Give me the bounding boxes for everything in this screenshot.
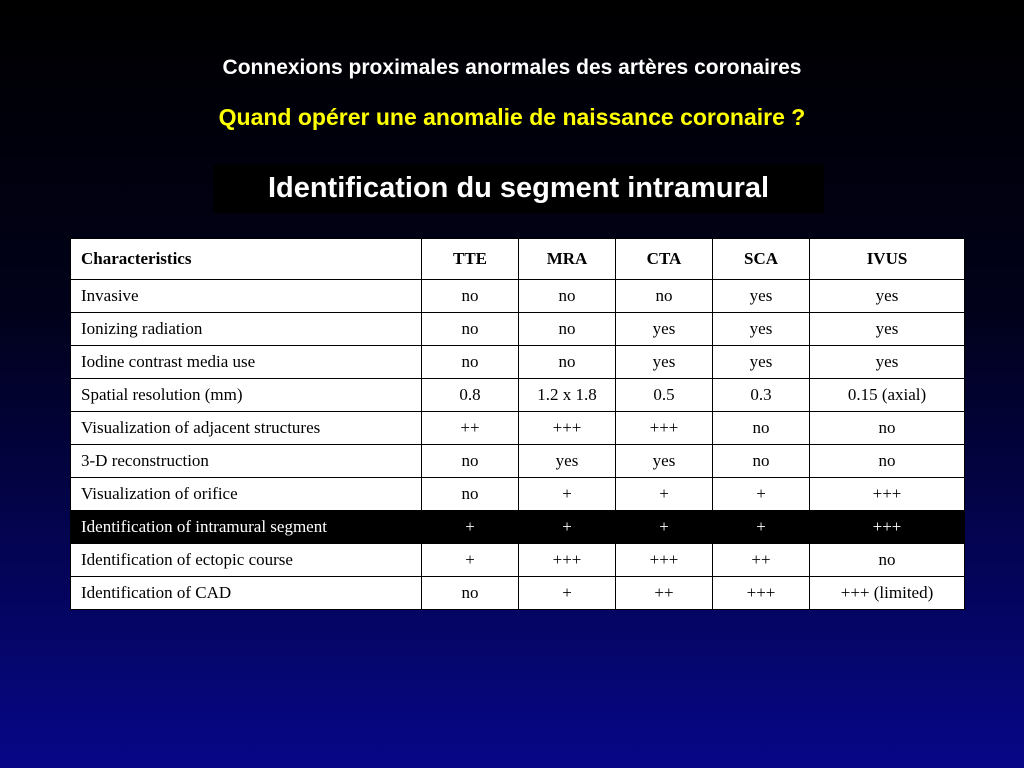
table-cell: + [519, 511, 616, 544]
row-label-cell: Invasive [71, 280, 422, 313]
table-cell: +++ [616, 544, 713, 577]
column-header-mra: MRA [519, 239, 616, 280]
table-cell: + [616, 511, 713, 544]
table-cell: +++ [519, 544, 616, 577]
table-cell: +++ [713, 577, 810, 610]
table-cell: yes [616, 445, 713, 478]
row-label-cell: Identification of CAD [71, 577, 422, 610]
table-cell: 0.8 [422, 379, 519, 412]
slide-title: Connexions proximales anormales des artères coronaires [222, 56, 802, 79]
table-cell: + [713, 511, 810, 544]
table-row [71, 280, 965, 313]
table-row [71, 379, 965, 412]
column-header-characteristics: Characteristics [71, 239, 422, 280]
table-cell: + [422, 511, 519, 544]
table-cell: +++ [519, 412, 616, 445]
column-header-sca: SCA [713, 239, 810, 280]
table-cell: yes [713, 313, 810, 346]
table-cell: no [422, 346, 519, 379]
table-body [71, 280, 965, 610]
table-cell: no [810, 544, 965, 577]
table-row [71, 478, 965, 511]
table-row [71, 412, 965, 445]
row-label-cell: Ionizing radiation [71, 313, 422, 346]
table-cell: yes [713, 280, 810, 313]
table-cell: no [519, 280, 616, 313]
table-cell: no [713, 412, 810, 445]
table-cell: no [422, 577, 519, 610]
table-cell: yes [713, 346, 810, 379]
table-cell: no [810, 445, 965, 478]
table-cell: yes [810, 280, 965, 313]
row-label-cell: Spatial resolution (mm) [71, 379, 422, 412]
table-cell: ++ [713, 544, 810, 577]
table-cell: 0.15 (axial) [810, 379, 965, 412]
table-row [71, 346, 965, 379]
table-cell: ++ [422, 412, 519, 445]
comparison-table [70, 238, 965, 610]
table-cell: no [422, 445, 519, 478]
table-cell: no [713, 445, 810, 478]
table-cell: no [616, 280, 713, 313]
table-row [71, 445, 965, 478]
table-cell: no [810, 412, 965, 445]
table-row [71, 313, 965, 346]
table-cell: no [519, 346, 616, 379]
slide-subtitle: Quand opérer une anomalie de naissance coronaire ? [218, 104, 806, 130]
table-cell: 0.5 [616, 379, 713, 412]
table-cell: yes [616, 313, 713, 346]
table-cell: yes [810, 346, 965, 379]
table-cell: + [616, 478, 713, 511]
table-header-row [71, 239, 965, 280]
row-label-cell: Visualization of orifice [71, 478, 422, 511]
table-cell: 0.3 [713, 379, 810, 412]
row-label-cell: 3-D reconstruction [71, 445, 422, 478]
row-label-cell: Identification of ectopic course [71, 544, 422, 577]
row-label-cell: Identification of intramural segment [71, 511, 422, 544]
table-cell: ++ [616, 577, 713, 610]
table-cell: no [422, 280, 519, 313]
row-label-cell: Iodine contrast media use [71, 346, 422, 379]
table-cell: +++ [616, 412, 713, 445]
table-row [71, 577, 965, 610]
table-cell: 1.2 x 1.8 [519, 379, 616, 412]
column-header-cta: CTA [616, 239, 713, 280]
table-cell: yes [616, 346, 713, 379]
table-cell: no [519, 313, 616, 346]
table-cell: +++ (limited) [810, 577, 965, 610]
table-cell: yes [519, 445, 616, 478]
table-cell: no [422, 478, 519, 511]
table-cell: + [713, 478, 810, 511]
table-cell: + [519, 478, 616, 511]
table-row [71, 544, 965, 577]
table-row [71, 511, 965, 544]
row-label-cell: Visualization of adjacent structures [71, 412, 422, 445]
column-header-ivus: IVUS [810, 239, 965, 280]
section-heading-box: Identification du segment intramural [213, 164, 824, 213]
column-header-tte: TTE [422, 239, 519, 280]
table-cell: no [422, 313, 519, 346]
table-cell: + [519, 577, 616, 610]
table-cell: +++ [810, 478, 965, 511]
table-cell: +++ [810, 511, 965, 544]
table-cell: yes [810, 313, 965, 346]
table-cell: + [422, 544, 519, 577]
